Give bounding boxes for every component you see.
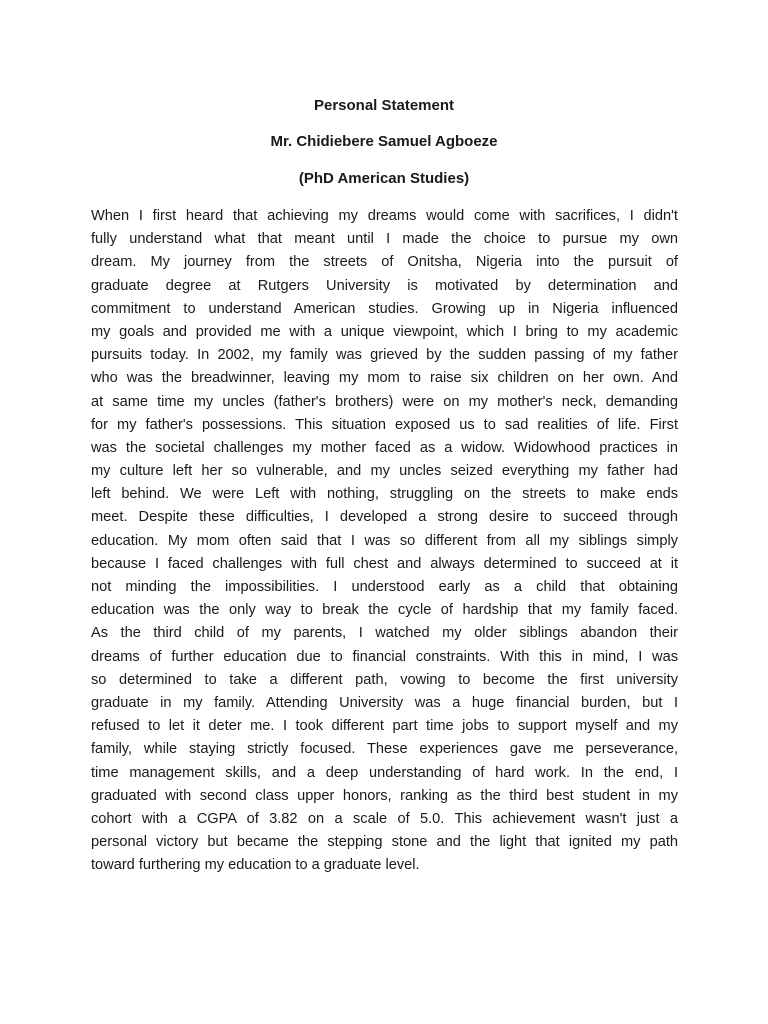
body-line: meet. Despite these difficulties, I developed a strong desire to succeed through — [91, 509, 678, 526]
body-line: personal victory but became the stepping stone and the light that ignited my path — [91, 834, 678, 851]
body-line: so determined to take a different path, vowing to become the first university — [91, 671, 678, 688]
body-line: As the third child of my parents, I watched my older siblings abandon their — [91, 625, 678, 642]
body-line: pursuits today. In 2002, my family was grieved by the sudden passing of my father — [91, 347, 678, 364]
body-line: cohort with a CGPA of 3.82 on a scale of 5.0. This achievement wasn't just a — [91, 810, 678, 827]
body-line: at same time my uncles (father's brothers) were on my mother's neck, demanding — [91, 393, 678, 410]
body-line: education. My mom often said that I was so different from all my siblings simply — [91, 532, 678, 549]
body-line: dream. My journey from the streets of Onitsha, Nigeria into the pursuit of — [91, 254, 678, 271]
body-line: education was the only way to break the cycle of hardship that my family faced. — [91, 602, 678, 619]
body-line: graduate in my family. Attending University was a huge financial burden, but I — [91, 694, 678, 711]
body-line: my culture left her so vulnerable, and my uncles seized everything my father had — [91, 463, 678, 480]
body-line: graduate degree at Rutgers University is motivated by determination and — [91, 277, 678, 294]
author-name: Mr. Chidiebere Samuel Agboeze — [270, 133, 498, 150]
body-line: was the societal challenges my mother faced as a widow. Widowhood practices in — [91, 439, 678, 456]
body-line: commitment to understand American studies. Growing up in Nigeria influenced — [91, 300, 678, 317]
body-line: not minding the impossibilities. I understood early as a child that obtaining — [91, 579, 678, 595]
statement-body — [91, 205, 678, 877]
body-line: dreams of further education due to financial constraints. With this in mind, I was — [91, 648, 678, 665]
program-label: (PhD American Studies) — [298, 170, 470, 187]
body-line: family, while staying strictly focused. These experiences gave me perseverance, — [91, 741, 678, 758]
body-line: fully understand what that meant until I made the choice to pursue my own — [91, 231, 678, 248]
body-line: because I faced challenges with full chest and always determined to succeed at it — [91, 555, 678, 572]
body-line: time management skills, and a deep understanding of hard work. In the end, I — [91, 764, 678, 781]
body-line: left behind. We were Left with nothing, struggling on the streets to make ends — [91, 486, 678, 503]
body-line: When I first heard that achieving my dreams would come with sacrifices, I didn't — [91, 208, 678, 224]
body-line: refused to let it deter me. I took different part time jobs to support myself and my — [91, 718, 678, 735]
document-title: Personal Statement — [313, 97, 455, 114]
body-line: for my father's possessions. This situation exposed us to sad realities of life. First — [91, 416, 678, 433]
body-line: who was the breadwinner, leaving my mom to raise six children on her own. And — [91, 370, 678, 387]
body-line: toward furthering my education to a graduate level. — [91, 857, 420, 874]
body-line: graduated with second class upper honors, ranking as the third best student in my — [91, 787, 678, 804]
body-line: my goals and provided me with a unique viewpoint, which I bring to my academic — [91, 323, 678, 340]
